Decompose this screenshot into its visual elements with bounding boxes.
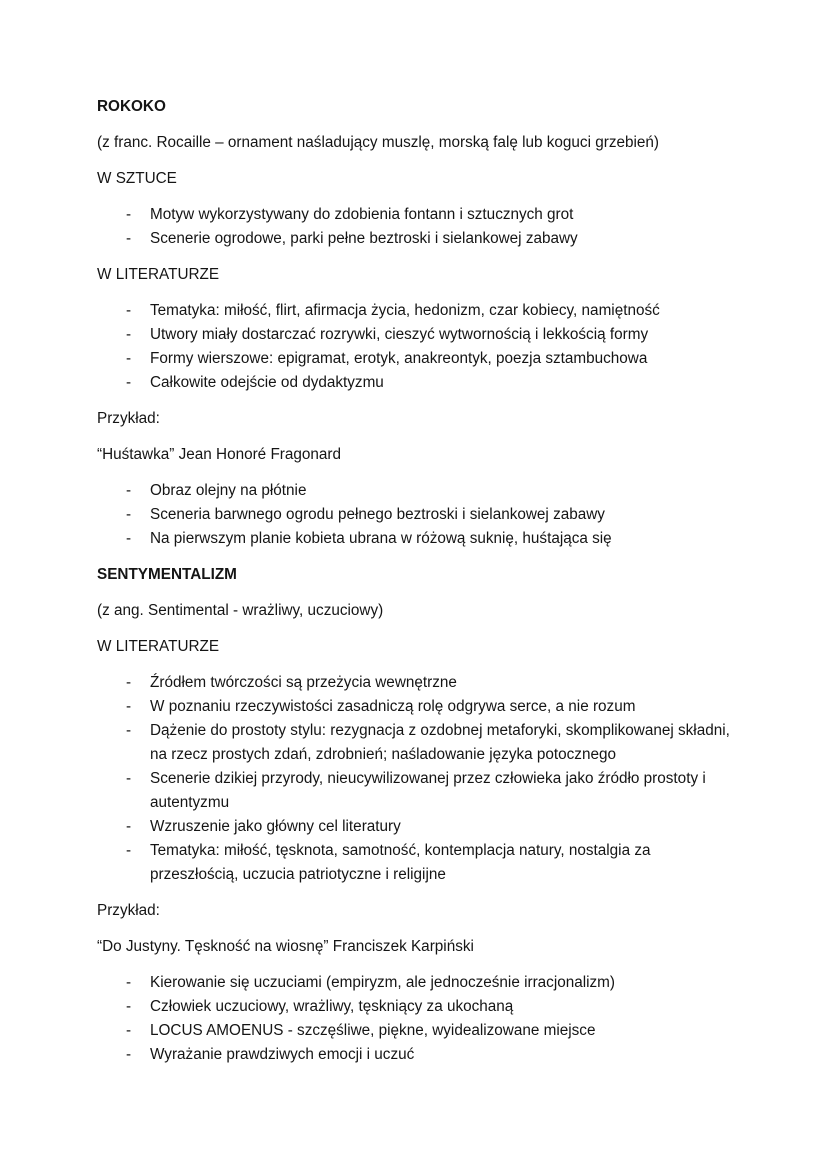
list-item: - Formy wierszowe: epigramat, erotyk, anakreontyk, poezja sztambuchowa: [97, 347, 730, 371]
subheading-w-literaturze-sentymentalizm: W LITERATURZE: [97, 638, 220, 655]
bullet-list-sentymentalizm-literatura: [97, 671, 730, 887]
list-item: - Źródłem twórczości są przeżycia wewnętrzne: [97, 671, 730, 695]
paragraph-do-justyny-title: “Do Justyny. Tęskność na wiosnę” Franciszek Karpiński: [97, 938, 474, 955]
paragraph-rokoko-etymology: (z franc. Rocaille – ornament naśladujący muszlę, morską falę lub koguci grzebień): [97, 134, 659, 151]
section-heading-rokoko: ROKOKO: [97, 98, 166, 115]
bullet-list-do-justyny: [97, 971, 730, 1067]
list-item: - Sceneria barwnego ogrodu pełnego beztroski i sielankowej zabawy: [97, 503, 730, 527]
list-item: - Scenerie dzikiej przyrody, nieucywilizowanej przez człowieka jako źródło prostoty i autentyzmu: [97, 767, 730, 815]
subheading-w-sztuce: W SZTUCE: [97, 170, 177, 187]
paragraph-przyklad-sentymentalizm: Przykład:: [97, 902, 160, 919]
list-item: - Obraz olejny na płótnie: [97, 479, 730, 503]
list-item: - Tematyka: miłość, tęsknota, samotność, kontemplacja natury, nostalgia za przeszłością, uczucia patriotyczne i religijne: [97, 839, 730, 887]
list-item: - W poznaniu rzeczywistości zasadniczą rolę odgrywa serce, a nie rozum: [97, 695, 730, 719]
paragraph-przyklad-rokoko: Przykład:: [97, 410, 160, 427]
list-item: - Całkowite odejście od dydaktyzmu: [97, 371, 730, 395]
list-item: - Wzruszenie jako główny cel literatury: [97, 815, 730, 839]
paragraph-sentymentalizm-etymology: (z ang. Sentimental - wrażliwy, uczuciowy): [97, 602, 384, 619]
list-item: - Na pierwszym planie kobieta ubrana w różową suknię, huśtająca się: [97, 527, 730, 551]
list-item: - Tematyka: miłość, flirt, afirmacja życia, hedonizm, czar kobiecy, namiętność: [97, 299, 730, 323]
list-item: - Scenerie ogrodowe, parki pełne beztroski i sielankowej zabawy: [97, 227, 730, 251]
list-item: - LOCUS AMOENUS - szczęśliwe, piękne, wyidealizowane miejsce: [97, 1019, 730, 1043]
bullet-list-rokoko-literatura: [97, 299, 730, 395]
list-item: - Utwory miały dostarczać rozrywki, cieszyć wytwornością i lekkością formy: [97, 323, 730, 347]
bullet-list-hustawka: [97, 479, 730, 551]
list-item: - Wyrażanie prawdziwych emocji i uczuć: [97, 1043, 730, 1067]
bullet-list-rokoko-sztuka: [97, 203, 730, 251]
paragraph-hustawka-title: “Huśtawka” Jean Honoré Fragonard: [97, 446, 342, 463]
list-item: - Motyw wykorzystywany do zdobienia fontann i sztucznych grot: [97, 203, 730, 227]
list-item: - Człowiek uczuciowy, wrażliwy, tęskniący za ukochaną: [97, 995, 730, 1019]
section-heading-sentymentalizm: SENTYMENTALIZM: [97, 566, 237, 583]
list-item: - Kierowanie się uczuciami (empiryzm, ale jednocześnie irracjonalizm): [97, 971, 730, 995]
subheading-w-literaturze-rokoko: W LITERATURZE: [97, 266, 220, 283]
list-item: - Dążenie do prostoty stylu: rezygnacja z ozdobnej metaforyki, skomplikowanej składni, na rzecz prostych zdań, zdrobnień; naśladowanie języka potocznego: [97, 719, 730, 767]
